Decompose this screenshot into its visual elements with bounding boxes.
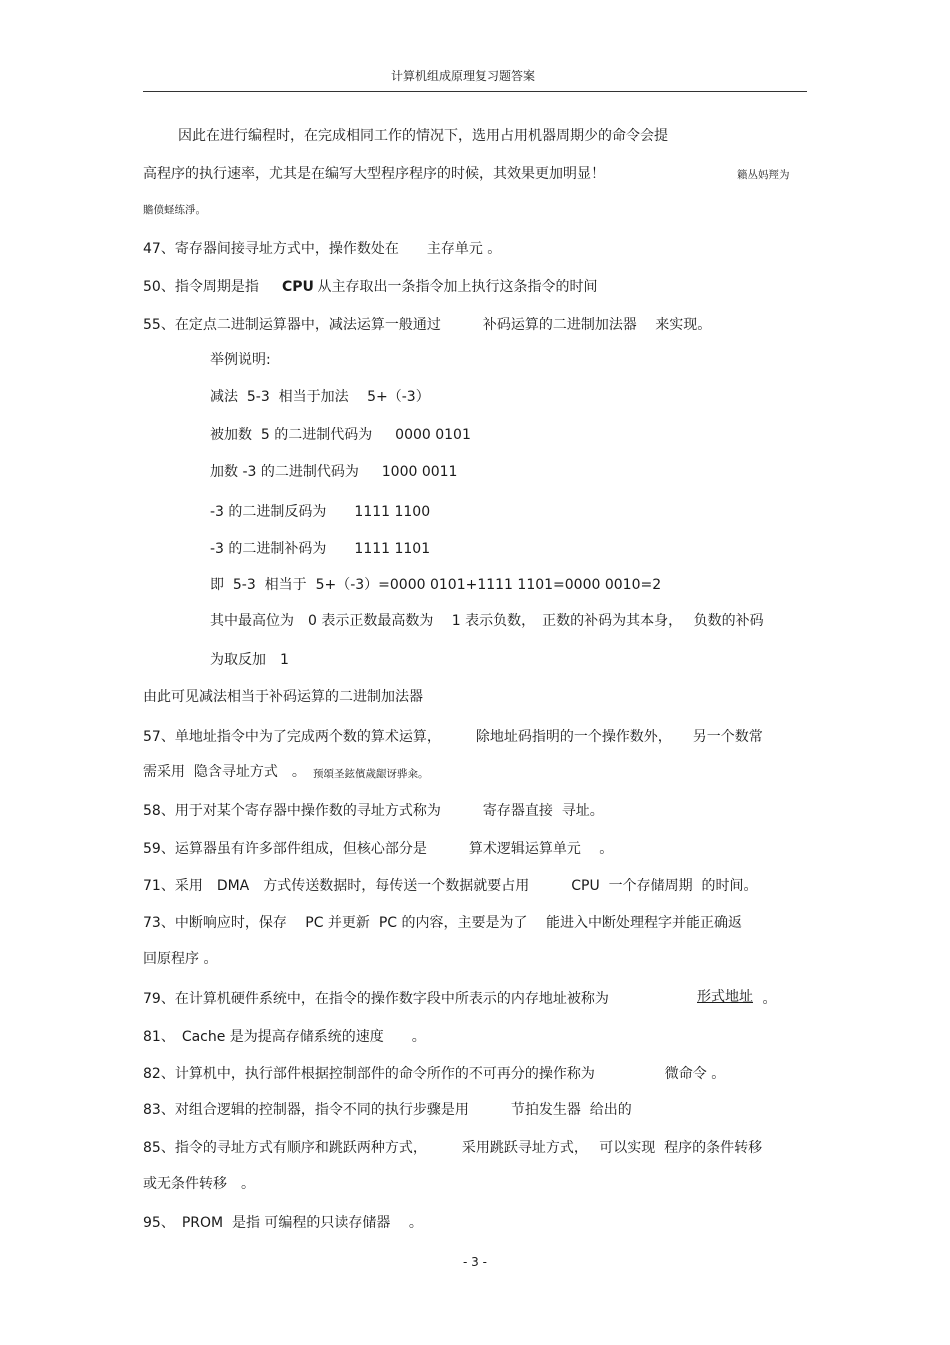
question-79: 79、在计算机硬件系统中，在指令的操作数字段中所表示的内存地址被称为 — [143, 991, 679, 1007]
question-95: 95、 PROM 是指 可编程的只读存储器 。 — [143, 1215, 423, 1231]
question-73: 73、中断响应时，保存 PC 并更新 PC 的内容，主要是为了 能进入中断处理程字并能正确返 — [143, 915, 742, 931]
question-79-answer: 形式地址 — [697, 989, 753, 1005]
garbled-noise-text: 贍偾蛏练淨。 — [143, 204, 206, 216]
example-line: 其中最高位为 0 表示正数最高数为 1 表示负数， 正数的补码为其本身， 负数的补码 — [210, 613, 764, 629]
page-header-title: 计算机组成原理复习题答案 — [391, 69, 536, 83]
question-85: 85、指令的寻址方式有顺序和跳跃两种方式， 采用跳跃寻址方式， 可以实现 程序的条件转移 — [143, 1140, 763, 1156]
example-line: 加数 -3 的二进制代码为 1000 0011 — [210, 464, 458, 480]
example-line: 即 5-3 相当于 5+（-3）=0000 0101+1111 1101=0000 0010=2 — [210, 577, 662, 593]
question-71: 71、采用 DMA 方式传送数据时，每传送一个数据就要占用 CPU 一个存储周期 的时间。 — [143, 878, 758, 894]
question-50-suffix: 从主存取出一条指令加上执行这条指令的时间 — [313, 279, 598, 295]
example-line: 举例说明: — [210, 352, 271, 368]
example-line: 被加数 5 的二进制代码为 0000 0101 — [210, 427, 471, 443]
question-55: 55、在定点二进制运算器中，减法运算一般通过 补码运算的二进制加法器 来实现。 — [143, 317, 712, 333]
example-line: -3 的二进制反码为 1111 1100 — [210, 504, 431, 520]
question-57: 57、单地址指令中为了完成两个数的算术运算， 除地址码指明的一个操作数外， 另一个数常 — [143, 729, 763, 745]
question-47: 47、寄存器间接寻址方式中，操作数处在 主存单元 。 — [143, 241, 502, 257]
example-line: 减法 5-3 相当于加法 5+（-3） — [210, 389, 430, 405]
question-58: 58、用于对某个寄存器中操作数的寻址方式称为 寄存器直接 寻址。 — [143, 803, 604, 819]
example-line: 为取反加 1 — [210, 652, 289, 668]
garbled-noise-text: 预頌圣鉉儐歲龈讶骅籴。 — [313, 768, 429, 780]
question-59: 59、运算器虽有许多部件组成，但核心部分是 算术逻辑运算单元 。 — [143, 841, 614, 857]
question-83: 83、对组合逻辑的控制器，指令不同的执行步骤是用 节拍发生器 给出的 — [143, 1102, 632, 1118]
example-line: -3 的二进制补码为 1111 1101 — [210, 541, 431, 557]
paragraph-line: 因此在进行编程时，在完成相同工作的情况下，选用占用机器周期少的命令会提 — [178, 128, 668, 144]
question-73-cont: 回原程序 。 — [143, 951, 218, 967]
header-rule — [143, 91, 807, 92]
question-50-cpu: CPU — [282, 279, 314, 295]
page-number: - 3 - — [463, 1255, 487, 1269]
question-50-prefix: 50、指令周期是指 — [143, 279, 273, 295]
question-82: 82、计算机中，执行部件根据控制部件的命令所作的不可再分的操作称为 微命令 。 — [143, 1066, 726, 1082]
question-79-end: 。 — [758, 991, 777, 1007]
conclusion-line: 由此可见减法相当于补码运算的二进制加法器 — [143, 689, 423, 705]
question-81: 81、 Cache 是为提高存储系统的速度 。 — [143, 1029, 426, 1045]
question-57-cont: 需采用 隐含寻址方式 。 — [143, 764, 306, 780]
garbled-noise-text: 籟丛妈羥为 — [737, 169, 790, 181]
paragraph-line: 高程序的执行速率，尤其是在编写大型程序程序的时候，其效果更加明显！ — [143, 166, 605, 182]
question-85-cont: 或无条件转移 。 — [143, 1176, 255, 1192]
